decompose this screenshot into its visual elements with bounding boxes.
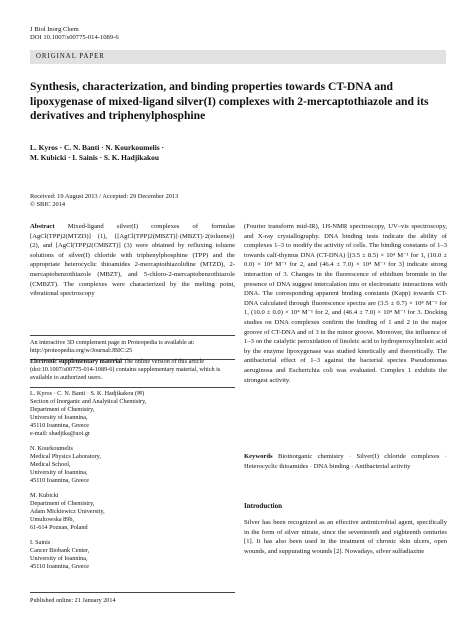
affiliation-3 (30, 492, 235, 532)
affil-line: Adam Mickiewicz University, (30, 508, 105, 515)
abstract-left-paragraph (30, 222, 235, 299)
esm-text: The online version of this article (doi:10.1007/s00775-014-1089-6) contains supplementary material, which is available to authorized users. (30, 358, 221, 381)
esm-label: Electronic supplementary material (30, 358, 122, 365)
affil-line: University of Ioannina, (30, 555, 88, 562)
affil-line: Medical Physics Laboratory, (30, 453, 101, 460)
affiliation-4 (30, 539, 235, 571)
affil-line: Department of Chemistry, (30, 406, 95, 413)
introduction-heading: Introduction (244, 502, 282, 510)
journal-doi[interactable]: DOI 10.1007/s00775-014-1089-6 (30, 34, 119, 41)
affil-line: 45110 Ioannina, Greece (30, 422, 90, 429)
author-line-2: M. Kubicki · I. Sainis · S. K. Hadjikakou (30, 152, 159, 162)
abstract-right-text: (Fourier transform mid-IR), 1H-NMR spectroscopy, UV–vis spectroscopy, and X-ray crystallography. DNA binding tests indicate the ability of complexes 1–3 to modify the activity of cells. The binding constants of 1–3 towards calf-thymus DNA (CT-DNA) [(3.5 ± 8.5) × 10⁴ M⁻¹ for 1, (10.0 ± 0.0) × 10⁴ M⁻¹ for 2, and (46.4 ± 7.0) × 10⁴ M⁻¹ for 3] indicate strong interaction of 3. Changes in the fluorescence of ethidium bromide in the presence of DNA suggest intercalation into or electrostatic interactions with DNA. The corresponding apparent binding constants (Kapp) towards CT-DNA calculated through fluorescence spectra are (3.5 ± 0.7) × 10⁴ M⁻¹ for 1, (10.0 ± 0.0) × 10⁴ M⁻¹ for 2, and (46.4 ± 7.0) × 10⁴ M⁻¹ for 3. Docking studies on DNA complexes confirm the binding of 1 and 2 in the major groove of CT-DNA and of 3 in the minor groove. Moreover, the influence of 1–3 on the catalytic peroxidation of linoleic acid to hydroperoxylinoleic acid by the enzyme lipoxygenase was studied kinetically and theoretically. The antibacterial effect of 1–3 against the bacterial species Pseudomonas aeruginosa and Escherichia coli was evaluated. Complex 1 exhibits the strongest activity. (244, 223, 447, 384)
footer-rule (30, 592, 235, 593)
affiliation-1 (30, 390, 235, 438)
received-accepted: Received: 19 August 2013 / Accepted: 29 December 2013 (30, 193, 179, 200)
article-type-banner: ORIGINAL PAPER (30, 50, 446, 64)
journal-name: J Biol Inorg Chem (30, 26, 79, 33)
affil-line: L. Kyros · C. N. Banti · S. K. Hadjikakou (✉) (30, 390, 145, 397)
affil-line: Umultowska 89b, (30, 516, 74, 523)
affil-line: 45110 Ioannina, Greece (30, 563, 90, 570)
affiliation-2 (30, 445, 235, 485)
keywords (244, 452, 447, 471)
author-line-1: L. Kyros · C. N. Banti · N. Kourkoumelis · (30, 143, 164, 152)
keywords-text: Bioinorganic chemistry · Silver(I) chloride complexes · Heterocyclic thioamides · DNA binding · Antibacterial activity (244, 453, 447, 470)
received-dates (30, 193, 178, 209)
published-date: Published online: 21 January 2014 (30, 597, 116, 604)
author-list (30, 143, 164, 162)
copyright: © SBIC 2014 (30, 201, 66, 208)
affil-email[interactable]: e-mail: shadjika@uoi.gr (30, 430, 90, 437)
affil-line: Cancer Biobank Center, (30, 547, 90, 554)
keywords-label: Keywords (244, 453, 273, 460)
notice-link[interactable]: http://proteopedia.org/w/Journal:JBIC:25 (30, 347, 133, 354)
affil-line: Section of Inorganic and Analytical Chemistry, (30, 398, 147, 405)
affil-line: M. Kubicki (30, 492, 59, 499)
affil-line: University of Ioannina, (30, 414, 88, 421)
affil-line: Medical School, (30, 461, 71, 468)
affil-line: 45110 Ioannina, Greece (30, 477, 90, 484)
affil-line: 61-614 Poznan, Poland (30, 524, 88, 531)
affil-line: Department of Chemistry, (30, 500, 95, 507)
affil-line: University of Ioannina, (30, 469, 88, 476)
affil-line: I. Sainis (30, 539, 51, 546)
paper-title: Synthesis, characterization, and binding properties towards CT-DNA and lipoxygenase of mixed-ligand silver(I) complexes with 2-mercaptothiazole and its derivatives and triphenylphosphine (30, 80, 429, 122)
affil-line: N. Kourkoumelis (30, 445, 73, 452)
abstract-left-text: Mixed-ligand silver(I) complexes of formulae [AgCl(TPP)2(MTZD)] (1), {[AgCl(TPP)2(MBZT)]·(MBZT)·2(toluene)} (2), and [AgCl(TPP)2(CMBZT)] (3) were obtained by refluxing toluene solutions of silver(I) chloride with triphenylphosphine (TPP) and the appropriate heterocyclic thioamides 2-mercaptothiazolidine (MTZD), 2-mercaptobenzothiazole (MBZT), and 5-chloro-2-mercaptobenzothiazole (CMBZT). The complexes were characterized by the melting point, vibrational spectroscopy (30, 223, 235, 298)
journal-header (30, 26, 119, 42)
esm-note (30, 356, 235, 388)
abstract-right-column (244, 222, 447, 385)
abstract-left-column (30, 222, 235, 299)
notice-text: An interactive 3D complement page in Proteopedia is available at: (30, 339, 195, 346)
abstract-label: Abstract (30, 223, 55, 230)
affiliations (30, 390, 235, 578)
introduction-text: Silver has been recognized as an effective antimicrobial agent, specifically in the form of silver nitrate, since the seventeenth and eighteenth centuries [1]. It has also been used in the treatment of chronic skin ulcers, open wounds, and suppurating wounds [2]. Nowadays, silver sulfadiazine (244, 519, 447, 555)
